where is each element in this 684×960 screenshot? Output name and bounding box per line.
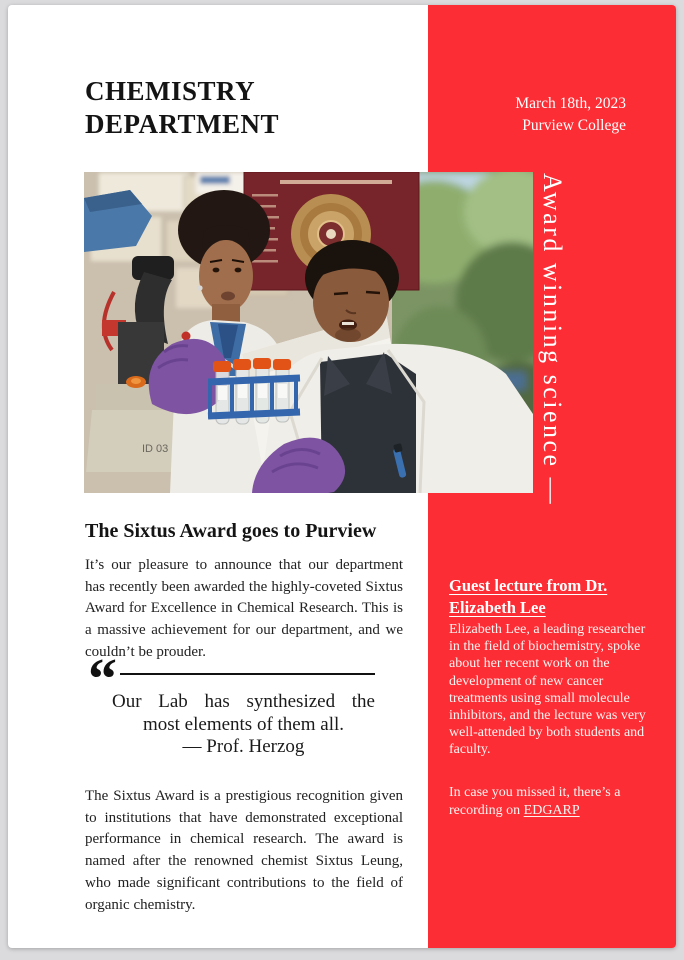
- edgarp-link[interactable]: EDGARP: [523, 803, 580, 818]
- article-paragraph-1: It’s our pleasure to announce that our department has recently been awarded the highly-coveted Sixtus Award for Excellence in Chemical Research. This is a massive achievement for our department, and we couldn’t be prouder.: [85, 557, 403, 660]
- test-tube-rack: [208, 358, 300, 424]
- sidebar-heading: Guest lecture from Dr. Elizabeth Lee: [449, 576, 608, 617]
- microscope-id-label: ID 03: [142, 443, 169, 455]
- department-title-line2: DEPARTMENT: [85, 109, 280, 139]
- masthead: [515, 93, 626, 137]
- pull-quote-attribution: — Prof. Herzog: [182, 736, 305, 757]
- sidebar-body: Elizabeth Lee, a leading researcher in the field of biochemistry, spoke about her recent work on the development of new cancer treatments using small molecule inhibitors, and the lecture was very well-attended by both students and faculty.: [449, 622, 646, 758]
- pull-quote-line2: most elements of them all.: [142, 713, 345, 735]
- lab-photo: [84, 172, 533, 493]
- pull-quote: [112, 691, 375, 759]
- article-heading: The Sixtus Award goes to Purview: [85, 520, 377, 542]
- pull-quote-line1: Our Lab has synthesized the: [112, 691, 375, 712]
- newsletter-page: [8, 5, 676, 948]
- college-name: Purview College: [522, 117, 626, 134]
- vertical-caption: Award winning science —: [538, 173, 567, 507]
- department-title-line1: CHEMISTRY: [85, 76, 256, 106]
- quote-mark-icon: “: [88, 646, 117, 711]
- quote-rule: [120, 673, 375, 675]
- issue-date: March 18th, 2023: [515, 95, 626, 112]
- article-paragraph-2: The Sixtus Award is a prestigious recognition given to institutions that have demonstrated exceptional performance in chemical research. The award is named after the renowned chemist Sixtus Leung, who made significant contributions to the field of organic chemistry.: [85, 788, 403, 913]
- sidebar-footer: [449, 784, 654, 820]
- department-title: [85, 75, 279, 141]
- sidebar-footer-text: In case you missed it, there’s a recording on: [449, 785, 621, 818]
- lab-photo-illustration: [84, 172, 533, 493]
